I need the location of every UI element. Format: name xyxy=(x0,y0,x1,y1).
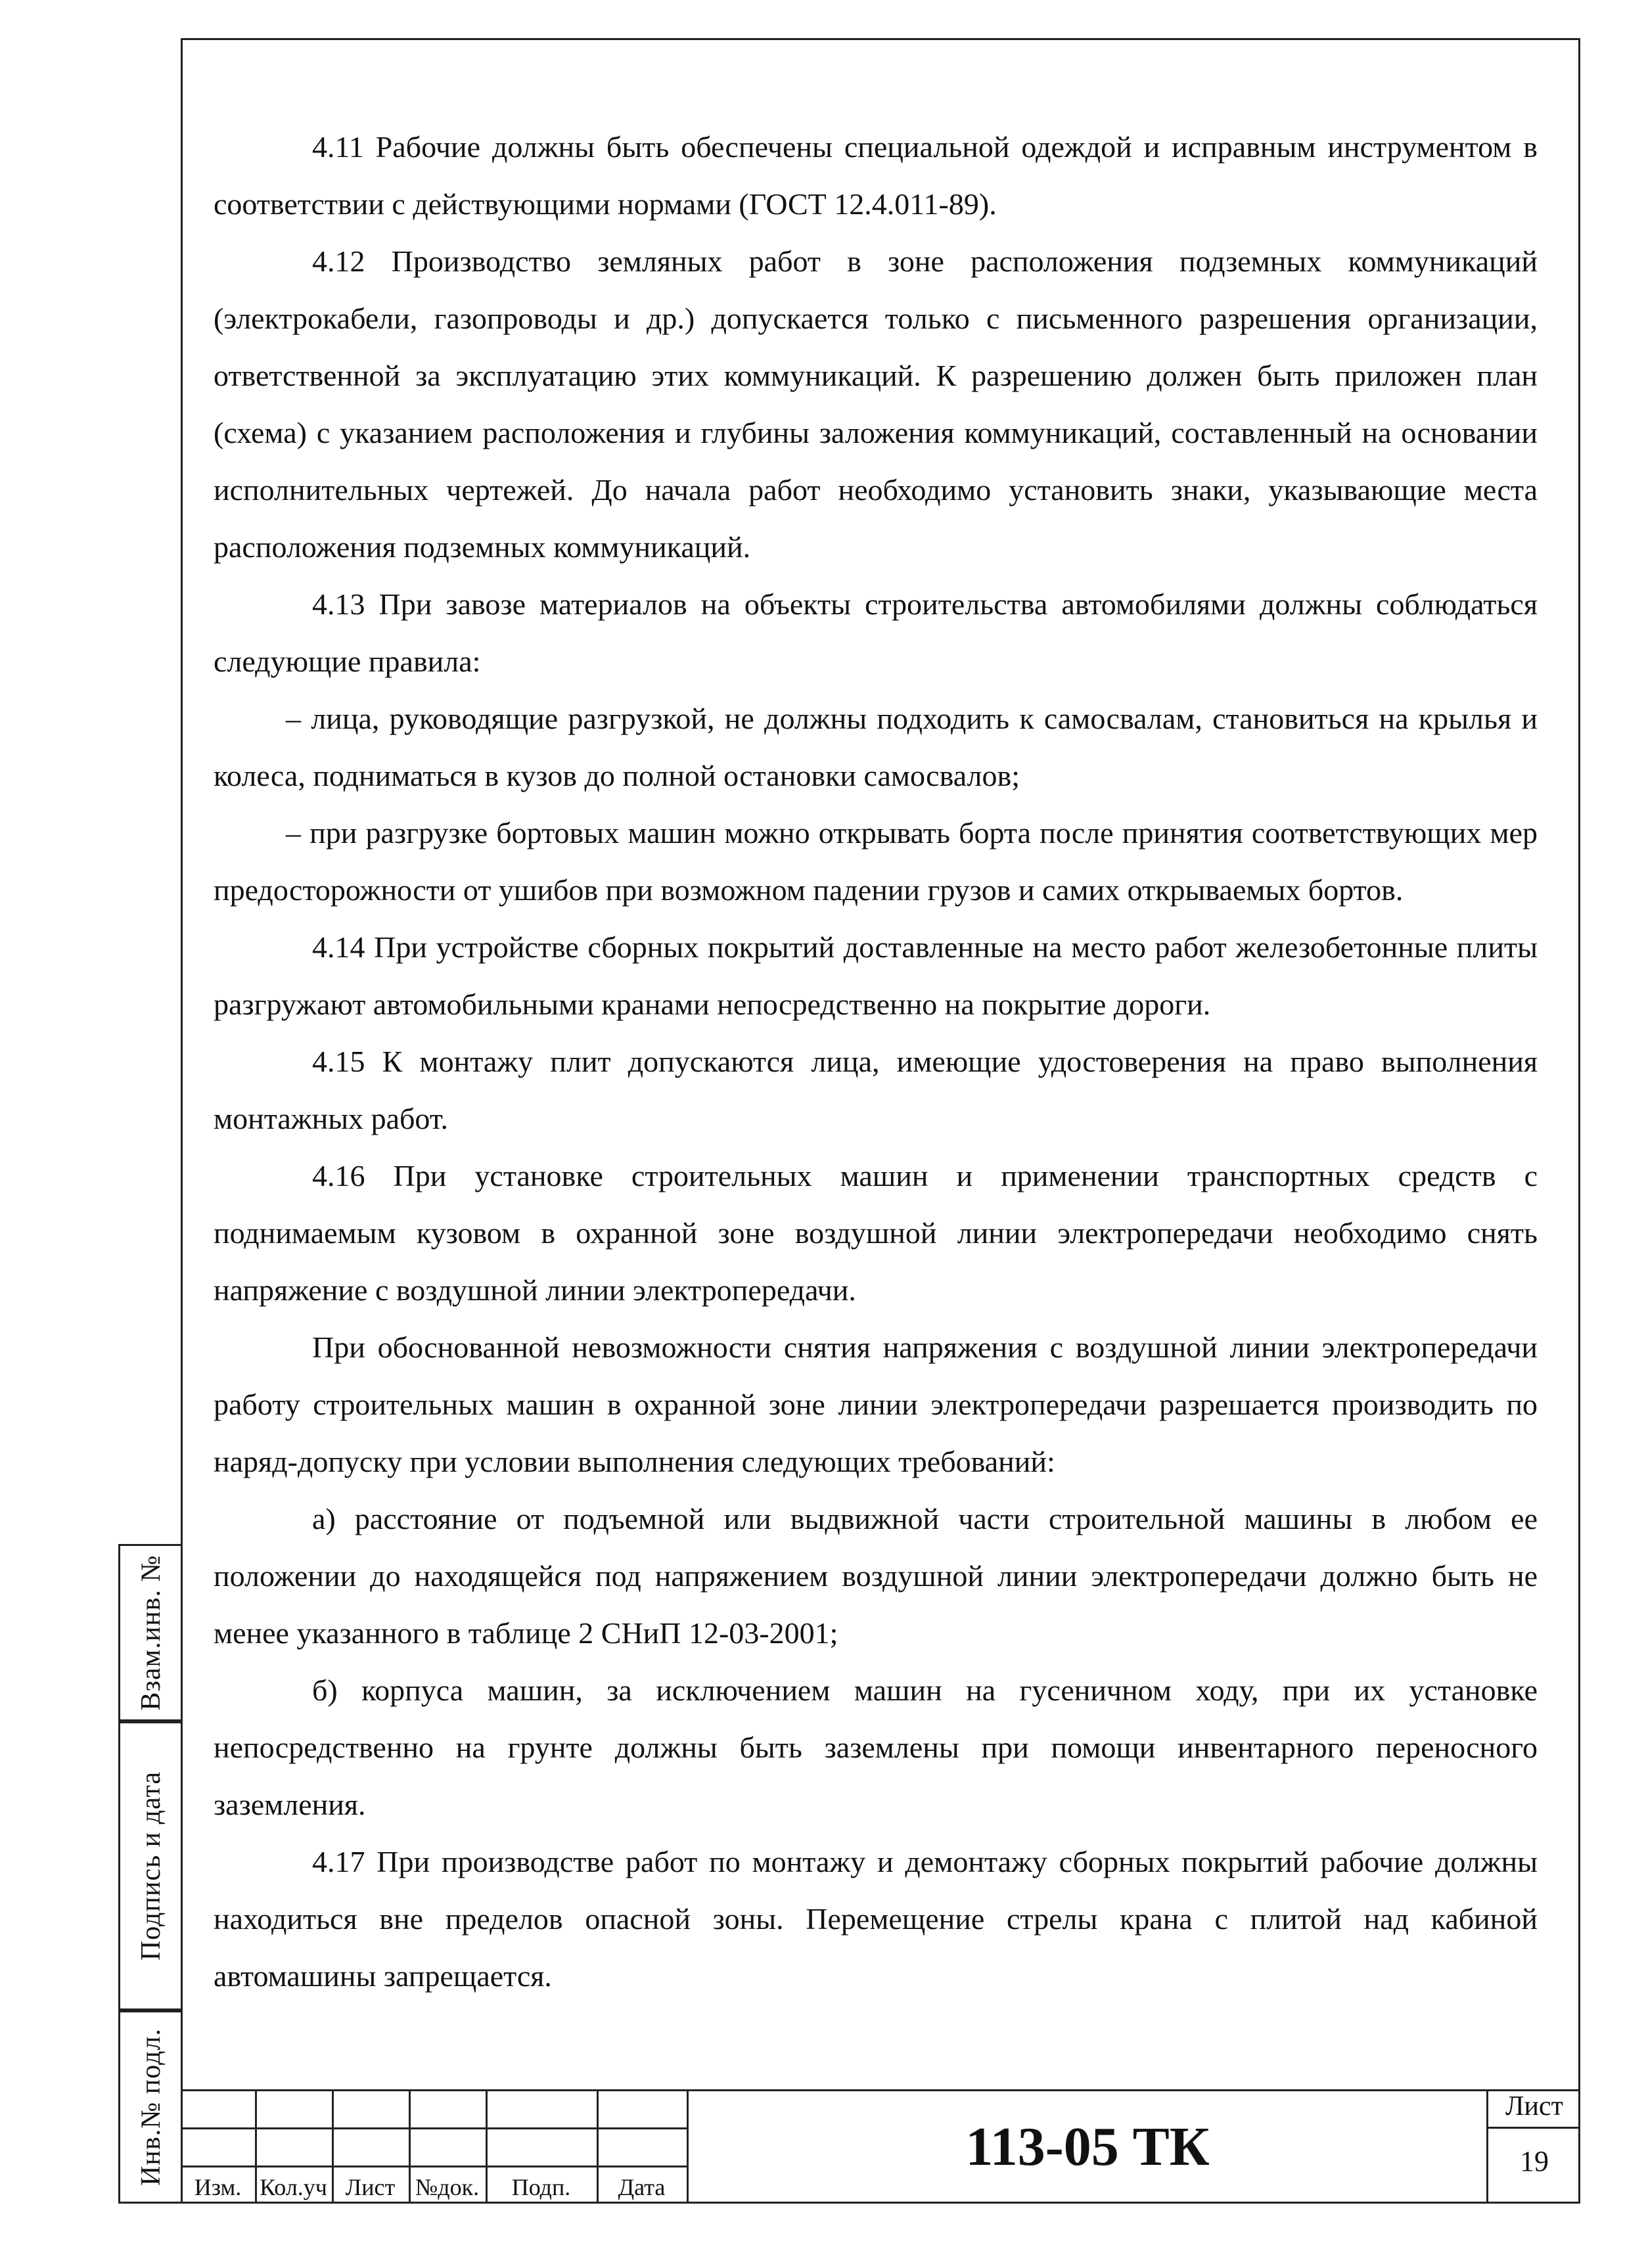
col-ndok: №док. xyxy=(415,2174,480,2200)
paragraph-4-13-item-2: – при разгрузке бортовых машин можно открывать борта после принятия соответствующих мер предосторожности от ушибов при возможном падении грузов и самих открываемых бортов. xyxy=(214,816,1538,907)
paragraph-4-14: 4.14 При устройстве сборных покрытий доставленные на место работ железобетонные плиты разгружают автомобильными кранами непосредственно на покрытие дороги. xyxy=(214,930,1538,1021)
col-kol-uch: Кол.уч xyxy=(260,2174,327,2200)
paragraph-4-16-continued: При обоснованной невозможности снятия напряжения с воздушной линии электропередачи работу строительных машин в охранной зоне линии электропередачи разрешается производить по наряд-допуску при условии выполнения следующих требований: xyxy=(214,1330,1538,1478)
document-body xyxy=(214,118,1538,2005)
sheet-cell xyxy=(1488,2089,1580,2204)
paragraph-4-16-b: б) корпуса машин, за исключением машин на гусеничном ходу, при их установке непосредственно на грунте должны быть заземлены при помощи инвентарного переносного заземления. xyxy=(214,1673,1538,1821)
paragraph-4-13-item-1: – лица, руководящие разгрузкой, не должны подходить к самосвалам, становиться на крылья и колеса, подниматься в кузов до полной остановки самосвалов; xyxy=(214,702,1538,792)
sheet-label: Лист xyxy=(1488,2091,1580,2129)
col-podp: Подп. xyxy=(511,2174,571,2200)
side-inv xyxy=(118,2010,181,2204)
paragraph-4-16: 4.16 При установке строительных машин и применении транспортных средств с поднимаемым кузовом в охранной зоне воздушной линии электропередачи необходимо снять напряжение с воздушной линии электропередачи. xyxy=(214,1159,1538,1307)
title-block xyxy=(181,2089,1580,2204)
side-podpis-label: Подпись и дата xyxy=(136,1771,166,1961)
paragraph-4-11: 4.11 Рабочие должны быть обеспечены специальной одеждой и исправным инструментом в соответствии с действующими нормами (ГОСТ 12.4.011-89). xyxy=(214,130,1538,221)
paragraph-4-16-a: а) расстояние от подъемной или выдвижной части строительной машины в любом ее положении до находящейся под напряжением воздушной линии электропередачи должно быть не менее указанного в таблице 2 СНиП 12-03-2001; xyxy=(214,1502,1538,1650)
sheet-number: 19 xyxy=(1520,2145,1549,2177)
revision-grid xyxy=(181,2089,687,2204)
col-izm: Изм. xyxy=(194,2174,242,2200)
paragraph-4-13: 4.13 При завозе материалов на объекты строительства автомобилями должны соблюдаться следующие правила: xyxy=(214,587,1538,678)
paragraph-4-15: 4.15 К монтажу плит допускаются лица, имеющие удостоверения на право выполнения монтажных работ. xyxy=(214,1045,1538,1135)
side-inv-label: Инв.№ подл. xyxy=(136,2028,166,2186)
document-code: 113-05 ТК xyxy=(687,2089,1488,2204)
paragraph-4-17: 4.17 При производстве работ по монтажу и демонтажу сборных покрытий рабочие должны находиться вне пределов опасной зоны. Перемещение стрелы крана с плитой над кабиной автомашины запрещается. xyxy=(214,1845,1538,1993)
side-podpis xyxy=(118,1721,181,2010)
paragraph-4-12: 4.12 Производство земляных работ в зоне расположения подземных коммуникаций (электрокабели, газопроводы и др.) допускается только с письменного разрешения организации, ответственной за эксплуатацию этих коммуникаций. К разрешению должен быть приложен план (схема) с указанием расположения и глубины заложения коммуникаций, составленный на основании исполнительных чертежей. До начала работ необходимо установить знаки, указывающие места расположения подземных коммуникаций. xyxy=(214,244,1538,564)
col-data: Дата xyxy=(618,2174,666,2200)
side-vzam xyxy=(118,1544,181,1721)
side-vzam-label: Взам.инв. № xyxy=(136,1554,166,1711)
col-list: Лист xyxy=(345,2174,396,2200)
